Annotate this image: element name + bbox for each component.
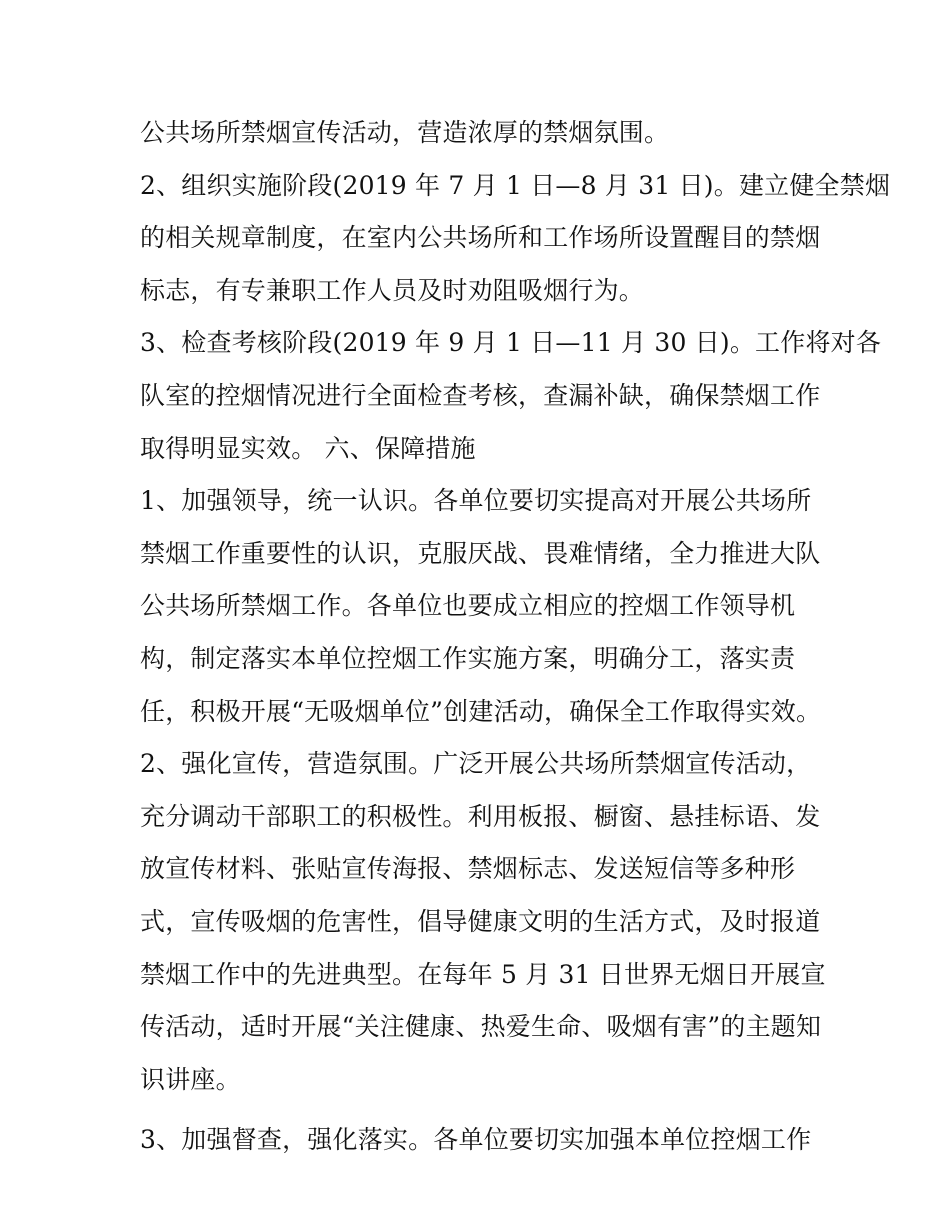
document-body: [140, 107, 891, 1167]
text-line: 传活动，适时开展“关注健康、热爱生命、吸烟有害”的主题知: [140, 1012, 822, 1042]
text-line: 禁烟工作中的先进典型。在每年 5 月 31 日世界无烟日开展宣: [140, 959, 826, 989]
text-line: 任，积极开展“无吸烟单位”创建活动，确保全工作取得实效。: [140, 696, 822, 726]
text-line: 2、组织实施阶段(2019 年 7 月 1 日—8 月 31 日)。建立健全禁烟: [140, 170, 891, 200]
text-line: 标志，有专兼职工作人员及时劝阻吸烟行为。: [140, 275, 645, 305]
text-line: 式，宣传吸烟的危害性，倡导健康文明的生活方式，及时报道: [140, 906, 821, 936]
text-line: 公共场所禁烟工作。各单位也要成立相应的控烟工作领导机: [140, 591, 796, 621]
text-line: 放宣传材料、张贴宣传海报、禁烟标志、发送短信等多种形: [140, 854, 796, 884]
text-line: 1、加强领导，统一认识。各单位要切实提高对开展公共场所: [140, 486, 812, 516]
text-line: 的相关规章制度，在室内公共场所和工作场所设置醒目的禁烟: [140, 223, 821, 253]
text-line: 取得明显实效。 六、保障措施: [140, 433, 476, 463]
text-line: 充分调动干部职工的积极性。利用板报、橱窗、悬挂标语、发: [140, 801, 821, 831]
text-line: 3、检查考核阶段(2019 年 9 月 1 日—11 月 30 日)。工作将对各: [140, 328, 882, 358]
text-line: 构，制定落实本单位控烟工作实施方案，明确分工，落实责: [140, 643, 796, 673]
text-line: 3、加强督查，强化落实。各单位要切实加强本单位控烟工作: [140, 1125, 812, 1155]
text-line: 禁烟工作重要性的认识，克服厌战、畏难情绪，全力推进大队: [140, 538, 821, 568]
text-line: 识讲座。: [140, 1064, 241, 1094]
text-line: 公共场所禁烟宣传活动，营造浓厚的禁烟氛围。: [140, 118, 670, 147]
text-line: 队室的控烟情况进行全面检查考核，查漏补缺，确保禁烟工作: [140, 380, 821, 410]
text-line: 2、强化宣传，营造氛围。广泛开展公共场所禁烟宣传活动，: [140, 749, 812, 779]
